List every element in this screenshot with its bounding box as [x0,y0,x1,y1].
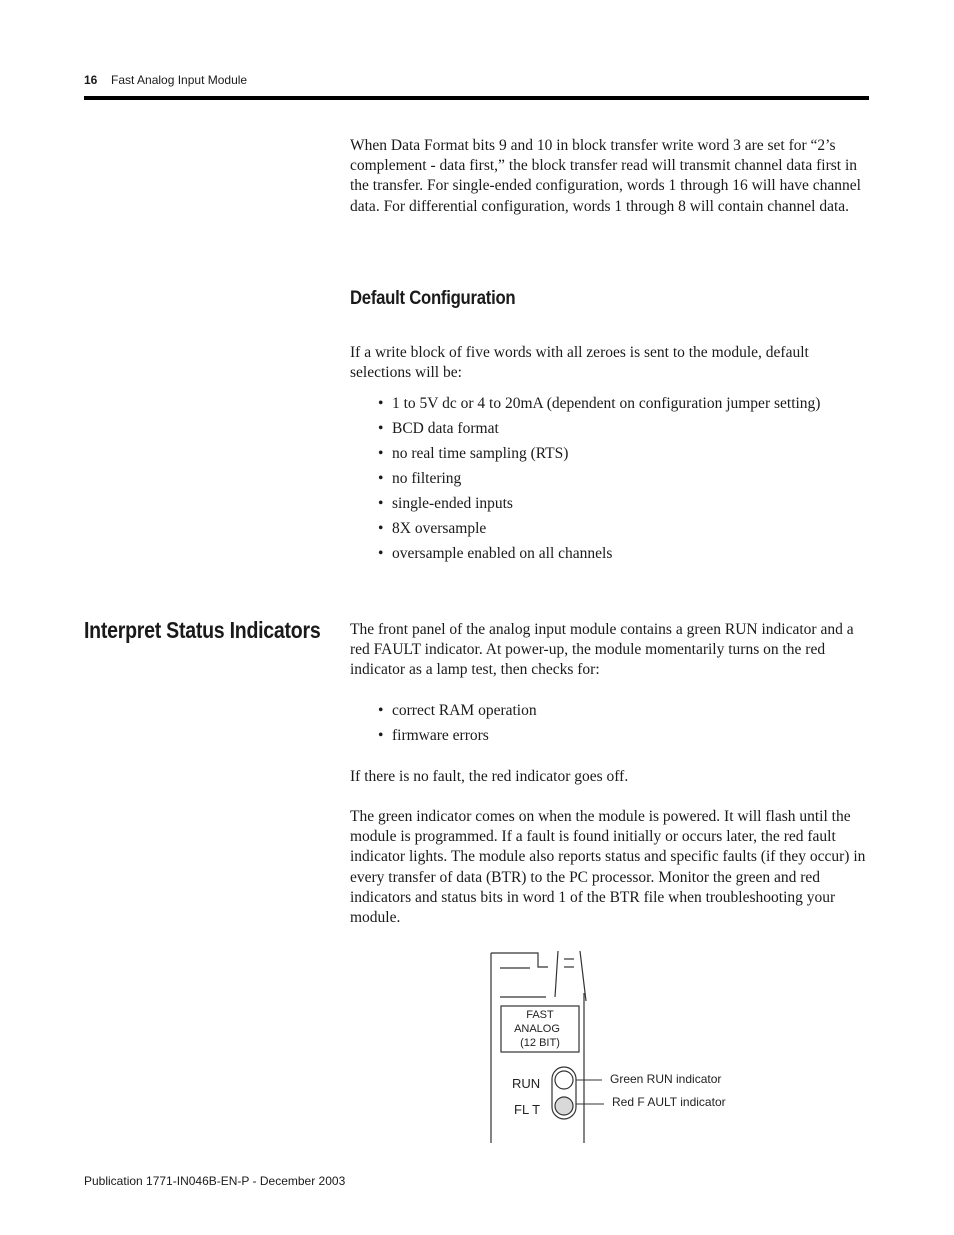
list-item: • 1 to 5V dc or 4 to 20mA (dependent on configuration jumper setting) [378,394,820,419]
status-checks-list [378,701,537,751]
list-item: • BCD data format [378,419,820,444]
running-header-title: Fast Analog Input Module [111,73,248,87]
run-indicator-callout: Green RUN indicator [610,1072,722,1086]
list-item: • no real time sampling (RTS) [378,444,820,469]
status-indicators-paragraph-3: The green indicator comes on when the module is powered. It will flash until the module is programmed. If a fault is found initially or occurs later, the red fault indicator lights. The module also reports status and specific faults (if they occur) in every transfer of data (BTR) to the PC processor. Monitor the green and red indicators and status bits in word 1 of the BTR file when troubleshooting your module. [350,808,866,927]
run-indicator-lamp [555,1071,573,1089]
module-front-panel-figure [480,945,760,1150]
list-item: • 8X oversample [378,519,820,544]
default-configuration-heading: Default Configuration [350,288,516,309]
intro-paragraph: When Data Format bits 9 and 10 in block transfer write word 3 are set for “2’s complement - data first,” the block transfer read will transmit channel data first in the transfer. For single-ended configuration, words 1 through 16 will have channel data. For differential configuration, words 1 through 8 will contain channel data. [350,137,861,215]
run-indicator-label: RUN [512,1076,541,1091]
status-indicators-paragraph-1: The front panel of the analog input module contains a green RUN indicator and a red FAULT indicator. At power-up, the module momentarily turns on the red indicator as a lamp test, then checks for: [350,621,854,679]
fault-indicator-label: FL T [514,1102,541,1117]
list-item: • no filtering [378,469,820,494]
header-rule [84,96,869,100]
module-label-line-3: (12 BIT) [520,1037,560,1049]
module-label-line-1: FAST [526,1009,554,1021]
publication-footer: Publication 1771-IN046B-EN-P - December 2003 [84,1174,346,1188]
list-item: • oversample enabled on all channels [378,544,820,569]
module-label-line-2: ANALOG [514,1023,560,1035]
fault-indicator-callout: Red F AULT indicator [612,1095,726,1109]
interpret-status-indicators-heading: Interpret Status Indicators [84,617,321,643]
status-indicators-paragraph-2: If there is no fault, the red indicator goes off. [350,768,629,785]
list-item: • correct RAM operation [378,701,537,726]
default-configuration-list [378,394,820,569]
default-configuration-paragraph: If a write block of five words with all zeroes is sent to the module, default selections will be: [350,344,809,382]
page-number: 16 [84,73,98,87]
list-item: • single-ended inputs [378,494,820,519]
fault-indicator-lamp [555,1097,573,1115]
list-item: • firmware errors [378,726,537,751]
